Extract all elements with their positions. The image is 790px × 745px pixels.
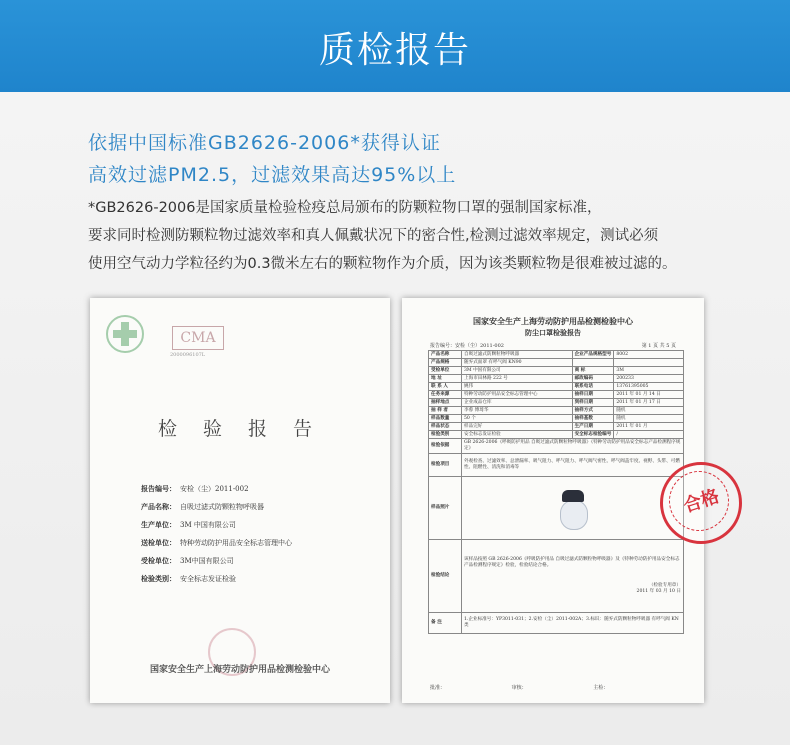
table-row: 检验项目 外观检查、过滤效率、总泄漏率、吸气阻力、呼气阻力、呼气阀气密性、呼气阀盖牢度、视野、头带、可燃性、阻燃性、清洗和消毒等 [429,454,684,477]
report-cover-image [90,298,390,703]
table-cell: 安全标志发证检验 [462,431,573,439]
table-cell: 样品状态 [429,423,462,431]
standard-description [88,194,768,278]
report-cover-title: 检 验 报 告 [157,418,323,440]
report-detail-image [402,298,704,703]
table-cell: 产品规格 [429,359,462,367]
table-cell: 8002 [614,351,684,359]
cover-field: 检验类别： 安全标志发证检验 [141,574,236,583]
report-detail-issuer: 国家安全生产上海劳动防护用品检测检验中心 [473,316,633,326]
product-photo [556,490,590,530]
table-row [429,367,684,375]
table-cell: 任务来源 [429,391,462,399]
table-cell: 抽样日期 [572,391,614,399]
table-cell: 3M 中国有限公司 [462,367,573,375]
table-cell: 企业成品仓库 [462,399,573,407]
cover-field: 产品名称： 自吸过滤式防颗粒物呼吸器 [141,502,264,511]
table-cell: 随机 [614,415,684,423]
table-cell: 2011 年 01 月 14 日 [614,391,684,399]
table-row: 样品照片 [429,477,684,540]
table-cell: 检验类别 [429,431,462,439]
table-cell: 到样日期 [572,399,614,407]
table-cell [572,359,614,367]
seal-note: （检验专用章） [648,583,681,588]
report-detail-subtitle: 防尘口罩检验报告 [525,328,581,337]
header-banner [0,0,790,92]
qualified-stamp-icon [660,462,742,544]
description-line: *GB2626-2006是国家质量检验检疫总局颁布的防颗粒物口罩的强制国家标准， [88,200,602,216]
table-cell: 地 址 [429,375,462,383]
table-cell: 企业产品规格型号 [572,351,614,359]
report-number: 报告编号：安检（尘）2011-002 [430,343,504,349]
table-cell: 抽样基数 [572,415,614,423]
cma-number: 2000096107L [170,352,206,358]
report-detail-meta [430,342,676,349]
cover-field: 生产单位： 3M 中国有限公司 [141,520,236,529]
table-cell: 样品数量 [429,415,462,423]
headline-standard: 依据中国标准GB2626-2006*获得认证 [88,132,441,154]
table-cell: 产品名称 [429,351,462,359]
table-cell: 联系电话 [572,383,614,391]
table-cell: 商 标 [572,367,614,375]
table-cell: 抽样方式 [572,407,614,415]
table-cell: 样品完好 [462,423,573,431]
quality-inspection-logo-icon [100,312,150,358]
signature-line [430,684,680,691]
table-cell: 李蓉 傅琦华 [462,407,573,415]
table-row: 检验结论 该样品按照 GB 2626-2006《呼吸防护用品 自吸过滤式防颗粒物呼吸器》及《特种劳动防护用品安全标志产品检测程序规定》检验，检验结论合格。 （检验专用章） 2011 年 03 月 10 日 [429,540,684,613]
table-cell: 2011 年 01 月 [614,423,684,431]
table-row [429,359,684,367]
table-row [429,391,684,399]
table-cell: 3M [614,367,684,375]
report-detail-table [428,350,684,634]
table-cell: 自吸过滤式防颗粒物呼吸器 [462,351,573,359]
table-row: 备 注 1.企业标准号：YP3011-031；2.安检（尘）2011-002A；3.标识：随弃式防颗粒物呼吸器 有呼气阀 KN 类 [429,613,684,634]
table-cell: 生产日期 [572,423,614,431]
table-cell: 联 系 人 [429,383,462,391]
table-cell: 50 个 [462,415,573,423]
reviewer-signature: 审核： [511,685,527,691]
table-cell: 特种劳动防护用品安全标志管理中心 [462,391,573,399]
table-cell: 13761395005 [614,383,684,391]
table-cell: 安全标志检验编号 [572,431,614,439]
table-row [429,383,684,391]
inspector-signature: 主检： [593,685,609,691]
table-cell: 受检单位 [429,367,462,375]
table-cell: 200233 [614,375,684,383]
table-cell: 姚伟 [462,383,573,391]
table-cell: / [614,431,684,439]
report-cover-fields [130,480,292,588]
table-row [429,375,684,383]
table-row [429,415,684,423]
table-cell: 邮政编码 [572,375,614,383]
qualified-stamp-text: 合格 [681,485,722,517]
table-row [429,351,684,359]
page-title: 质检报告 [318,30,471,71]
table-cell: 随弃式面罩 有呼气阀 KN90 [462,359,573,367]
description-line: 要求同时检测防颗粒物过滤效率和真人佩戴状况下的密合性,检测过滤效率规定，测试必须 [88,228,659,244]
table-cell: 随机 [614,407,684,415]
table-row [429,423,684,431]
approver-signature: 批准： [430,685,446,691]
cover-field: 受检单位： 3M中国有限公司 [141,556,234,565]
table-row [429,407,684,415]
table-row: 检验依据 GB 2626-2006《呼吸防护用品 自吸过滤式防颗粒物呼吸器》《特种劳动防护用品安全标志产品检测程序规定》 [429,439,684,454]
page-indicator: 第 1 页 共 5 页 [641,343,676,349]
report-cover-issuer: 国家安全生产上海劳动防护用品检测检验中心 [149,665,330,675]
seal-date: 2011 年 03 月 10 日 [636,589,681,594]
description-line: 使用空气动力学粒径约为0.3微米左右的颗粒物作为介质，因为该类颗粒物是很难被过滤的。 [88,256,677,272]
table-cell: 2011 年 01 月 17 日 [614,399,684,407]
table-cell: 抽 样 者 [429,407,462,415]
table-cell: 抽样地点 [429,399,462,407]
headline-filtration: 高效过滤PM2.5，过滤效果高达95%以上 [88,164,457,186]
conclusion-text: 该样品按照 GB 2626-2006《呼吸防护用品 自吸过滤式防颗粒物呼吸器》及《特种劳动防护用品安全标志产品检测程序规定》检验，检验结论合格。 [464,557,680,568]
cma-mark: CMA [172,326,224,350]
table-cell: 上海市田林路 222 号 [462,375,573,383]
table-row [429,399,684,407]
cover-field: 报告编号： 安检（尘）2011-002 [141,484,249,493]
table-cell [614,359,684,367]
table-row [429,431,684,439]
cover-field: 送检单位： 特种劳动防护用品安全标志管理中心 [141,538,292,547]
